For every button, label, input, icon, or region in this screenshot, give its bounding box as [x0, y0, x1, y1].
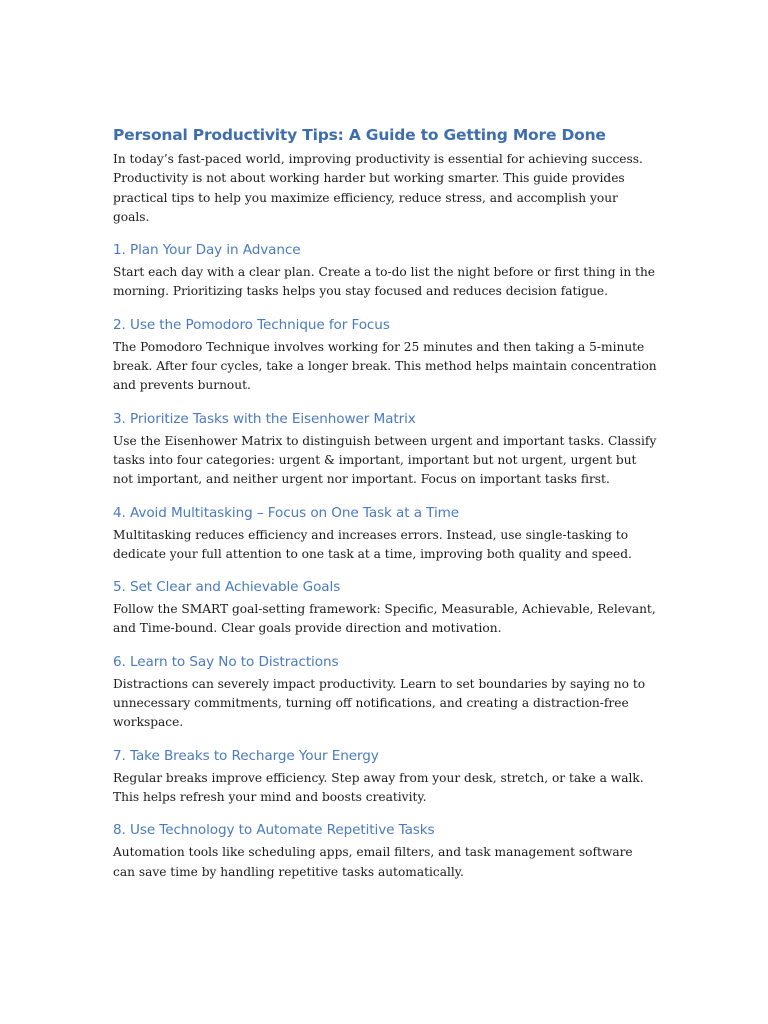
section-multitasking	[113, 503, 658, 565]
section-body: The Pomodoro Technique involves working for 25 minutes and then taking a 5-minute break. After four cycles, take a longer break. This method helps maintain concentration and prevents burnout.	[113, 339, 657, 393]
section-body: Distractions can severely impact productivity. Learn to set boundaries by saying no to unnecessary commitments, turning off notifications, and creating a distraction-free workspace.	[113, 676, 646, 730]
section-body: Automation tools like scheduling apps, email filters, and task management software can save time by handling repetitive tasks automatically.	[113, 845, 633, 879]
section-heading: 5. Set Clear and Achievable Goals	[113, 579, 341, 596]
section-pomodoro	[113, 315, 658, 396]
section-body: Regular breaks improve efficiency. Step away from your desk, stretch, or take a walk. This helps refresh your mind and boosts creativity.	[113, 770, 644, 804]
section-body: Follow the SMART goal-setting framework: Specific, Measurable, Achievable, Relevant, and Time-bound. Clear goals provide direction and motivation.	[113, 602, 656, 636]
intro-paragraph: In today’s fast-paced world, improving productivity is essential for achieving success. Productivity is not about working harder but working smarter. This guide provides practical tips to help you maximize efficiency, reduce stress, and accomplish your goals.	[113, 152, 643, 224]
section-breaks	[113, 746, 658, 808]
section-heading: 3. Prioritize Tasks with the Eisenhower Matrix	[113, 410, 416, 427]
section-heading: 2. Use the Pomodoro Technique for Focus	[113, 316, 390, 333]
section-heading: 6. Learn to Say No to Distractions	[113, 653, 339, 670]
section-heading: 1. Plan Your Day in Advance	[113, 242, 301, 259]
section-distractions	[113, 652, 658, 733]
section-heading: 8. Use Technology to Automate Repetitive Tasks	[113, 822, 435, 839]
document-title: Personal Productivity Tips: A Guide to Getting More Done	[113, 126, 606, 144]
document-page	[113, 124, 658, 882]
section-eisenhower	[113, 409, 658, 490]
section-goals	[113, 577, 658, 639]
section-plan-day	[113, 240, 658, 302]
section-body: Start each day with a clear plan. Create a to-do list the night before or first thing in the morning. Prioritizing tasks helps you stay focused and reduces decision fatigue.	[113, 265, 656, 299]
section-body: Use the Eisenhower Matrix to distinguish between urgent and important tasks. Classify tasks into four categories: urgent & important, important but not urgent, urgent but not important, and neither urgent nor important. Focus on important tasks first.	[113, 433, 657, 487]
section-automation	[113, 820, 658, 882]
section-body: Multitasking reduces efficiency and increases errors. Instead, use single-tasking to dedicate your full attention to one task at a time, improving both quality and speed.	[113, 527, 632, 561]
section-heading: 4. Avoid Multitasking – Focus on One Task at a Time	[113, 504, 460, 521]
section-heading: 7. Take Breaks to Recharge Your Energy	[113, 747, 379, 764]
